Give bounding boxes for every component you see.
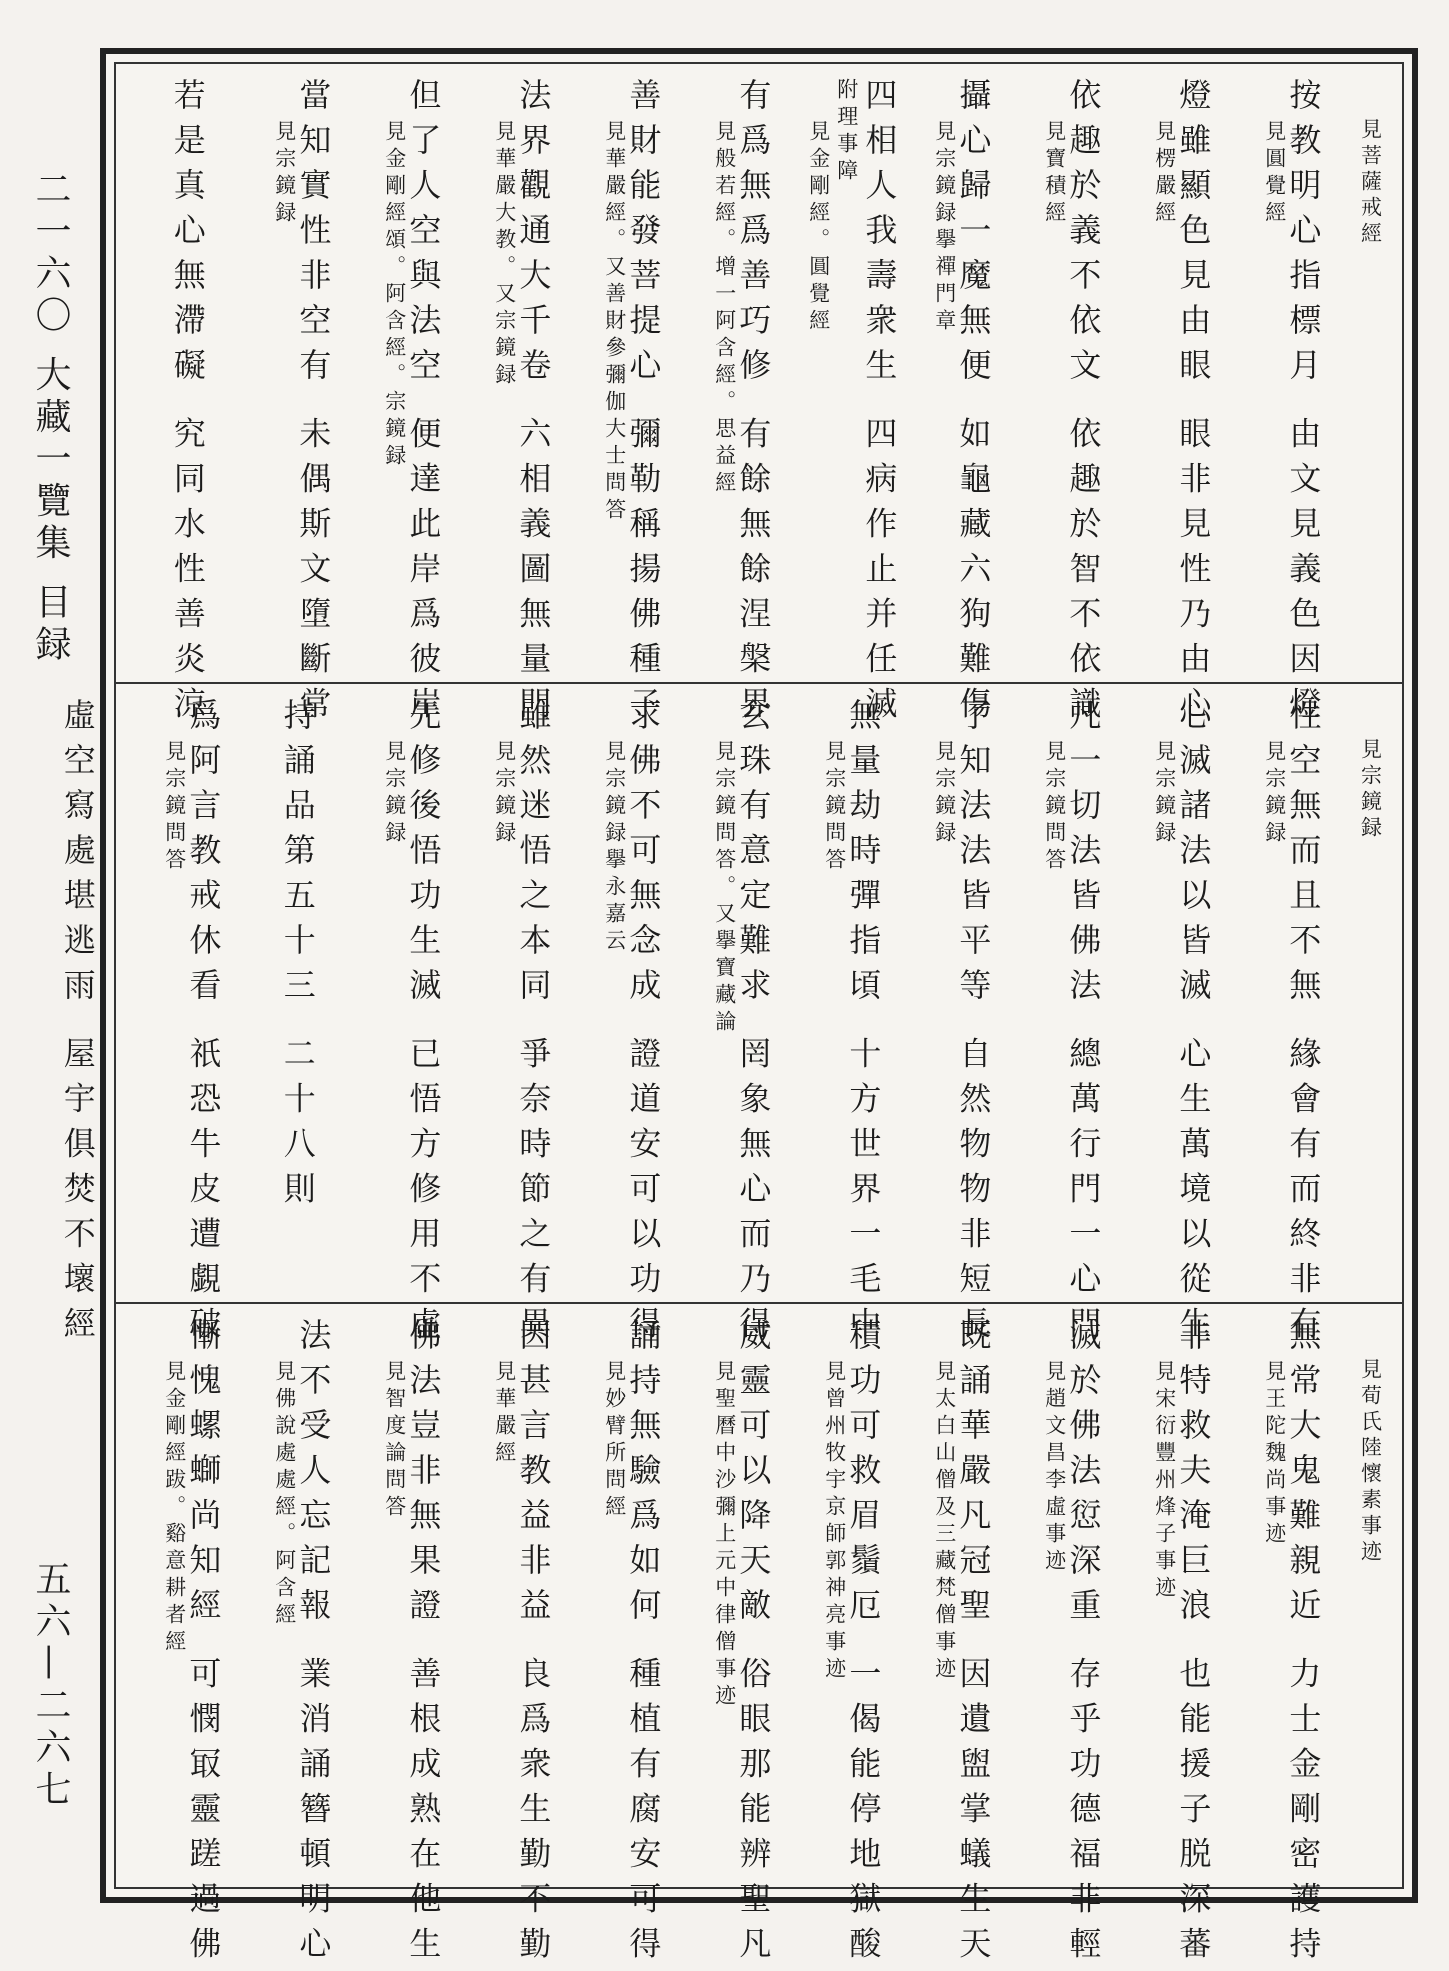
verse-column — [682, 78, 792, 732]
verse-text: 心滅諸法以皆滅 心生萬境以從生 — [1174, 698, 1213, 1352]
source-note: 見宗鏡録 — [1262, 740, 1287, 848]
source-note: 見曾州牧宇京師郭神亮事迹 — [822, 1360, 847, 1684]
page-frame — [58, 48, 1418, 1971]
source-note: 見般若經。增一阿含經。思益經 — [712, 120, 737, 498]
source-note: 見宗鏡問答 — [1042, 740, 1067, 875]
section-note: 附理事障 — [834, 78, 859, 186]
verse-text: 四相人我壽衆生 四病作止并任滅 — [860, 78, 899, 732]
source-note: 見金剛經跋。谿意耕者經 — [162, 1360, 187, 1657]
verse-column — [572, 78, 682, 732]
verse-text: 有爲無爲善巧修 有餘無餘涅槃界 — [734, 78, 773, 732]
register-top — [116, 78, 1402, 732]
verse-column — [462, 78, 572, 732]
verse-text: 但了人空與法空 便達此岸爲彼岸 — [404, 78, 443, 732]
verse-text: 因甚言教益非益 良爲衆生勤不勤 — [514, 1318, 553, 1971]
verse-column — [352, 1318, 462, 1971]
verse-text: 誦持無驗爲如何 種植有腐安可得 — [624, 1318, 663, 1971]
verse-column — [132, 78, 242, 732]
margin-page-number: 五六—二六七 — [30, 1560, 71, 1812]
verse-text: 積功可救眉鬚厄 一偈能停地獄酸 — [844, 1318, 883, 1971]
inner-frame — [58, 62, 1404, 1971]
source-note: 見華嚴大教。又宗鏡録 — [492, 120, 517, 390]
verse-column — [572, 1318, 682, 1971]
source-note: 見圓覺經 — [1262, 120, 1287, 228]
verse-column — [352, 78, 462, 732]
verse-text: 若是真心無滯礙 究同水性善炎涼 — [168, 78, 207, 732]
verse-text: 當知實性非空有 未偶斯文墮斷常 — [294, 78, 333, 732]
verse-column — [792, 78, 902, 732]
verse-text: 凡一切法皆佛法 總萬行門一心門 — [1064, 698, 1103, 1352]
verse-text: 非特救夫淹巨浪 也能援子脱深蕃 — [1174, 1318, 1213, 1971]
source-note: 見宗鏡録擧永嘉云 — [602, 740, 627, 956]
verse-column — [902, 698, 1012, 1352]
verse-text: 既誦華嚴凡冠聖 因遺盥掌蟻生天 — [954, 1318, 993, 1971]
verse-column — [902, 78, 1012, 732]
verse-text: 雖然迷悟之本同 爭奈時節之有異 — [514, 698, 553, 1352]
verse-column — [1232, 1318, 1342, 1971]
source-note: 見宗鏡録 — [382, 740, 407, 848]
verse-text: 無常大鬼難親近 力士金剛密護持 — [1284, 1318, 1323, 1971]
source-note: 見宗鏡録 — [492, 740, 517, 848]
verse-text: 威靈可以降天敵 俗眼那能辨聖凡 — [734, 1318, 773, 1971]
verse-text: 法界觀通大千卷 六相義圖無量門 — [514, 78, 553, 732]
verse-text: 佛法豈非無果證 善根成熟在他生 — [404, 1318, 443, 1971]
verse-column — [1012, 1318, 1122, 1971]
source-note: 見趙文昌李虛事迹 — [1042, 1360, 1067, 1576]
verse-column — [242, 698, 352, 1292]
source-note: 見宗鏡問答 — [822, 740, 847, 875]
verse-text: 玄珠有意定難求 罔象無心而乃得 — [734, 698, 773, 1352]
verse-text: 依趣於義不依文 依趣於智不依識 — [1064, 78, 1103, 732]
source-note: 見太白山僧及三藏梵僧事迹 — [932, 1360, 957, 1684]
verse-text: 持誦品第五十三 二十八則 — [278, 698, 317, 1217]
verse-column — [22, 698, 132, 1352]
verse-column — [1342, 78, 1398, 672]
verse-column — [132, 698, 242, 1352]
verse-text: 攝心歸一魔無便 如龜藏六狗難傷 — [954, 78, 993, 732]
source-note: 見宗鏡録 — [1152, 740, 1177, 848]
verse-column — [1232, 698, 1342, 1352]
verse-column — [462, 698, 572, 1352]
source-note: 見金剛經。圓覺經 — [806, 120, 831, 336]
verse-text: 虛空寫處堪逃雨 屋宇俱焚不壞經 — [58, 698, 97, 1352]
source-note: 見宗鏡録擧禪門章 — [932, 120, 957, 336]
verse-column — [1342, 1318, 1398, 1898]
verse-column — [462, 1318, 572, 1971]
verse-column — [572, 698, 682, 1352]
source-note: 見妙臂所問經 — [602, 1360, 627, 1522]
source-note: 見宋衍豐州烽子事迹 — [1152, 1360, 1177, 1603]
verse-column — [242, 78, 352, 732]
verse-text: 性空無而且不無 緣會有而終非有 — [1284, 698, 1323, 1352]
verse-text: 燈雖顯色見由眼 眼非見性乃由心 — [1174, 78, 1213, 732]
verse-text: 了知法法皆平等 自然物物非短長 — [954, 698, 993, 1352]
verse-column — [352, 698, 462, 1352]
verse-text: 慚愧螺螄尚知經 可憫冣靈蹉過佛 — [184, 1318, 223, 1971]
verse-text: 善財能發菩提心 彌勒稱揚佛種子 — [624, 78, 663, 732]
verse-column — [1122, 698, 1232, 1352]
source-note: 見楞嚴經 — [1152, 120, 1177, 228]
verse-column — [242, 1318, 352, 1971]
verse-column — [1122, 1318, 1232, 1971]
verse-column — [1232, 78, 1342, 732]
verse-column — [902, 1318, 1012, 1971]
source-note: 見金剛經頌。阿含經。宗鏡録 — [382, 120, 407, 471]
verse-column — [1012, 698, 1122, 1352]
verse-text: 求佛不可無念成 證道安可以功得 — [624, 698, 663, 1352]
verse-column — [132, 1318, 242, 1971]
source-note: 見華嚴經 — [492, 1360, 517, 1468]
source-note: 見宗鏡問答。又擧寶藏論 — [712, 740, 737, 1037]
source-note: 見宗鏡問答 — [162, 740, 187, 875]
verse-column — [792, 698, 902, 1352]
verse-text: 無量劫時彈指頃 十方世界一毛中 — [844, 698, 883, 1352]
verse-column — [792, 1318, 902, 1971]
source-note: 見王陀魏尚事迹 — [1262, 1360, 1287, 1549]
source-note: 見聖曆中沙彌上元中律僧事迹 — [712, 1360, 737, 1711]
verse-text: 滅於佛法愆深重 存乎功德福非輕 — [1064, 1318, 1103, 1971]
verse-column — [1342, 698, 1398, 1292]
verse-text: 爲阿言教戒休看 祇恐牛皮遭覷破 — [184, 698, 223, 1352]
source-note: 見寶積經 — [1042, 120, 1067, 228]
source-note: 見佛說處處經。阿含經 — [272, 1360, 297, 1630]
verse-column — [1012, 78, 1122, 732]
source-note: 見荀氏陸懷素事迹 — [1358, 1358, 1383, 1566]
verse-text: 法不受人忘記報 業消誦簪頓明心 — [294, 1318, 333, 1971]
source-note: 見宗鏡録 — [932, 740, 957, 848]
source-note: 見宗鏡録 — [1358, 738, 1383, 842]
verse-text: 先修後悟功生滅 已悟方修用不虛 — [404, 698, 443, 1352]
source-note: 見宗鏡録 — [272, 120, 297, 228]
register-middle — [58, 698, 1402, 1352]
verse-column — [682, 698, 792, 1352]
verse-column — [1122, 78, 1232, 732]
source-note: 見智度論問答 — [382, 1360, 407, 1522]
verse-column — [682, 1318, 792, 1971]
source-note: 見菩薩戒經 — [1358, 118, 1383, 248]
verse-text: 按教明心指標月 由文見義色因燈 — [1284, 78, 1323, 732]
margin-title: 二一六〇 大藏一覽集 目録 — [30, 170, 71, 667]
register-bottom — [116, 1318, 1402, 1971]
source-note: 見華嚴經。又善財參彌伽大士問答 — [602, 120, 627, 525]
